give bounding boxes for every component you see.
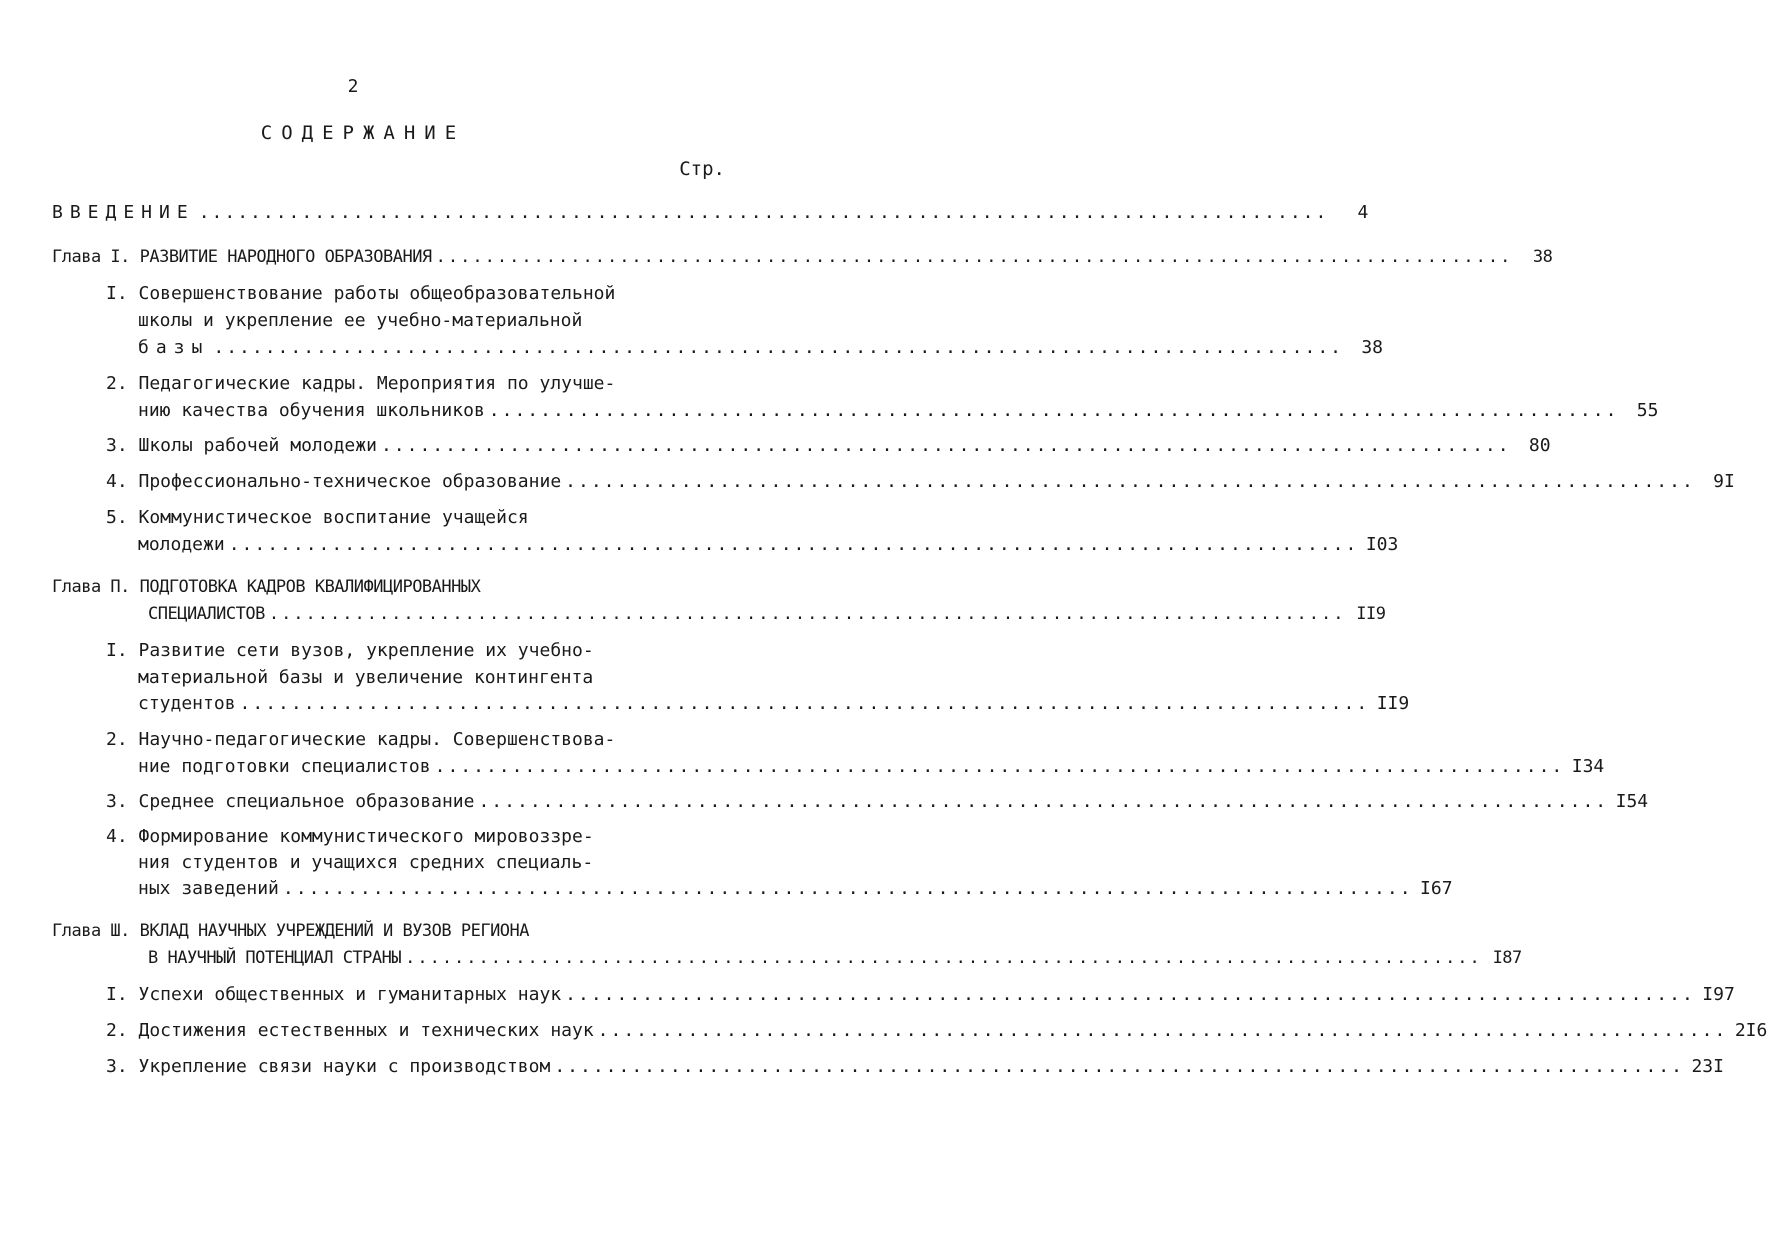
dot-leader: ........................................................................................: [435, 247, 1513, 267]
toc-section-2-2[interactable]: [138, 756, 1605, 778]
toc-section-line: базы: [138, 337, 210, 358]
toc-section-line: 3. Среднее специальное образование: [106, 791, 475, 812]
toc-section-line: 5. Коммунистическое воспитание учащейся: [106, 507, 529, 528]
toc-section-page: 9I: [1713, 471, 1735, 492]
toc-section-2-3[interactable]: [106, 791, 1649, 813]
dot-leader: ........................................................................................: [268, 604, 1346, 624]
toc-entry-intro[interactable]: [52, 202, 1369, 224]
toc-section-line: школы и укрепление ее учебно-материальной: [138, 310, 583, 331]
toc-section-line: 4. Профессионально-техническое образование: [106, 471, 562, 492]
toc-section-2-1[interactable]: [138, 693, 1410, 715]
toc-chapter-1[interactable]: [52, 246, 1553, 268]
dot-leader: ........................................................................................: [213, 337, 1344, 358]
toc-section-page: 55: [1636, 400, 1659, 421]
toc-chapter-3[interactable]: [148, 947, 1522, 969]
dot-leader: ........................................................................................: [565, 471, 1695, 492]
toc-section-page: 38: [1361, 337, 1384, 358]
toc-section-line: нию качества обучения школьников: [138, 400, 485, 421]
toc-section-page: I34: [1571, 756, 1605, 777]
toc-section-line: ных заведений: [138, 878, 279, 899]
chapter-page: II9: [1356, 604, 1386, 624]
chapter-heading: СПЕЦИАЛИСТОВ: [148, 604, 265, 624]
toc-section-line: ния студентов и учащихся средних специаль-: [138, 852, 594, 873]
toc-section-page: I54: [1615, 791, 1649, 812]
page-title: СОДЕРЖАНИЕ: [260, 122, 466, 144]
dot-leader: ........................................................................................: [380, 435, 1511, 456]
chapter-page: 38: [1532, 247, 1553, 267]
dot-leader: ........................................................................................: [434, 756, 1565, 777]
dot-leader: ........................................................................................: [478, 791, 1609, 812]
toc-entry-label: ВВЕДЕНИЕ: [52, 202, 195, 223]
toc-section-page: I97: [1702, 984, 1735, 1005]
toc-section-line: 2. Педагогические кадры. Мероприятия по улучше-: [106, 373, 616, 394]
toc-section-1-5[interactable]: [138, 534, 1399, 556]
toc-section-page: I03: [1365, 534, 1399, 555]
toc-section-1-4[interactable]: [106, 471, 1735, 493]
toc-section-3-1[interactable]: [106, 984, 1735, 1006]
toc-section-line: 4. Формирование коммунистического мировоззре-: [106, 826, 594, 847]
toc-section-line: материальной базы и увеличение контингента: [138, 667, 594, 688]
toc-section-line: 2. Достижения естественных и технических наук: [106, 1020, 594, 1041]
toc-section-2-4[interactable]: [138, 878, 1453, 900]
chapter-heading: Глава I. РАЗВИТИЕ НАРОДНОГО ОБРАЗОВАНИЯ: [52, 247, 432, 267]
chapter-page: I87: [1492, 948, 1522, 968]
page-number: 2: [347, 76, 359, 97]
toc-section-page: II9: [1376, 693, 1410, 714]
toc-section-1-3[interactable]: [106, 435, 1551, 457]
dot-leader: ........................................................................................: [228, 534, 1359, 555]
dot-leader: ........................................................................................: [597, 1020, 1728, 1041]
chapter-heading: Глава П. ПОДГОТОВКА КАДРОВ КВАЛИФИЦИРОВАННЫХ: [52, 577, 481, 597]
chapter-heading: В НАУЧНЫЙ ПОТЕНЦИАЛ СТРАНЫ: [148, 948, 402, 968]
toc-section-line: I. Успехи общественных и гуманитарных наук: [106, 984, 562, 1005]
toc-section-line: студентов: [138, 693, 236, 714]
toc-section-line: молодежи: [138, 534, 225, 555]
toc-section-3-3[interactable]: [106, 1056, 1724, 1078]
toc-section-page: 23I: [1691, 1056, 1724, 1077]
pages-column-header: Стр.: [679, 158, 725, 180]
dot-leader: ........................................................................................: [198, 202, 1329, 223]
dot-leader: ........................................................................................: [282, 878, 1413, 899]
toc-section-line: I. Совершенствование работы общеобразовательной: [106, 283, 616, 304]
toc-section-page: 2I6: [1734, 1020, 1767, 1041]
toc-entry-page: 4: [1357, 202, 1369, 223]
toc-section-line: 3. Школы рабочей молодежи: [106, 435, 377, 456]
toc-section-page: 80: [1528, 435, 1551, 456]
toc-chapter-2[interactable]: [148, 603, 1386, 625]
dot-leader: ........................................................................................: [488, 400, 1619, 421]
toc-section-1-2[interactable]: [138, 400, 1659, 422]
toc-section-line: 3. Укрепление связи науки с производством: [106, 1056, 551, 1077]
toc-section-page: I67: [1420, 878, 1453, 899]
toc-section-line: ние подготовки специалистов: [138, 756, 431, 777]
toc-section-3-2[interactable]: [106, 1020, 1767, 1042]
dot-leader: ........................................................................................: [405, 948, 1482, 968]
toc-section-line: 2. Научно-педагогические кадры. Совершенствова-: [106, 729, 616, 750]
toc-section-line: I. Развитие сети вузов, укрепление их учебно-: [106, 640, 594, 661]
dot-leader: ........................................................................................: [554, 1056, 1684, 1077]
toc-section-1-1[interactable]: [138, 337, 1384, 359]
dot-leader: ........................................................................................: [239, 693, 1370, 714]
dot-leader: ........................................................................................: [565, 984, 1695, 1005]
chapter-heading: Глава Ш. ВКЛАД НАУЧНЫХ УЧРЕЖДЕНИЙ И ВУЗОВ РЕГИОНА: [52, 921, 530, 941]
